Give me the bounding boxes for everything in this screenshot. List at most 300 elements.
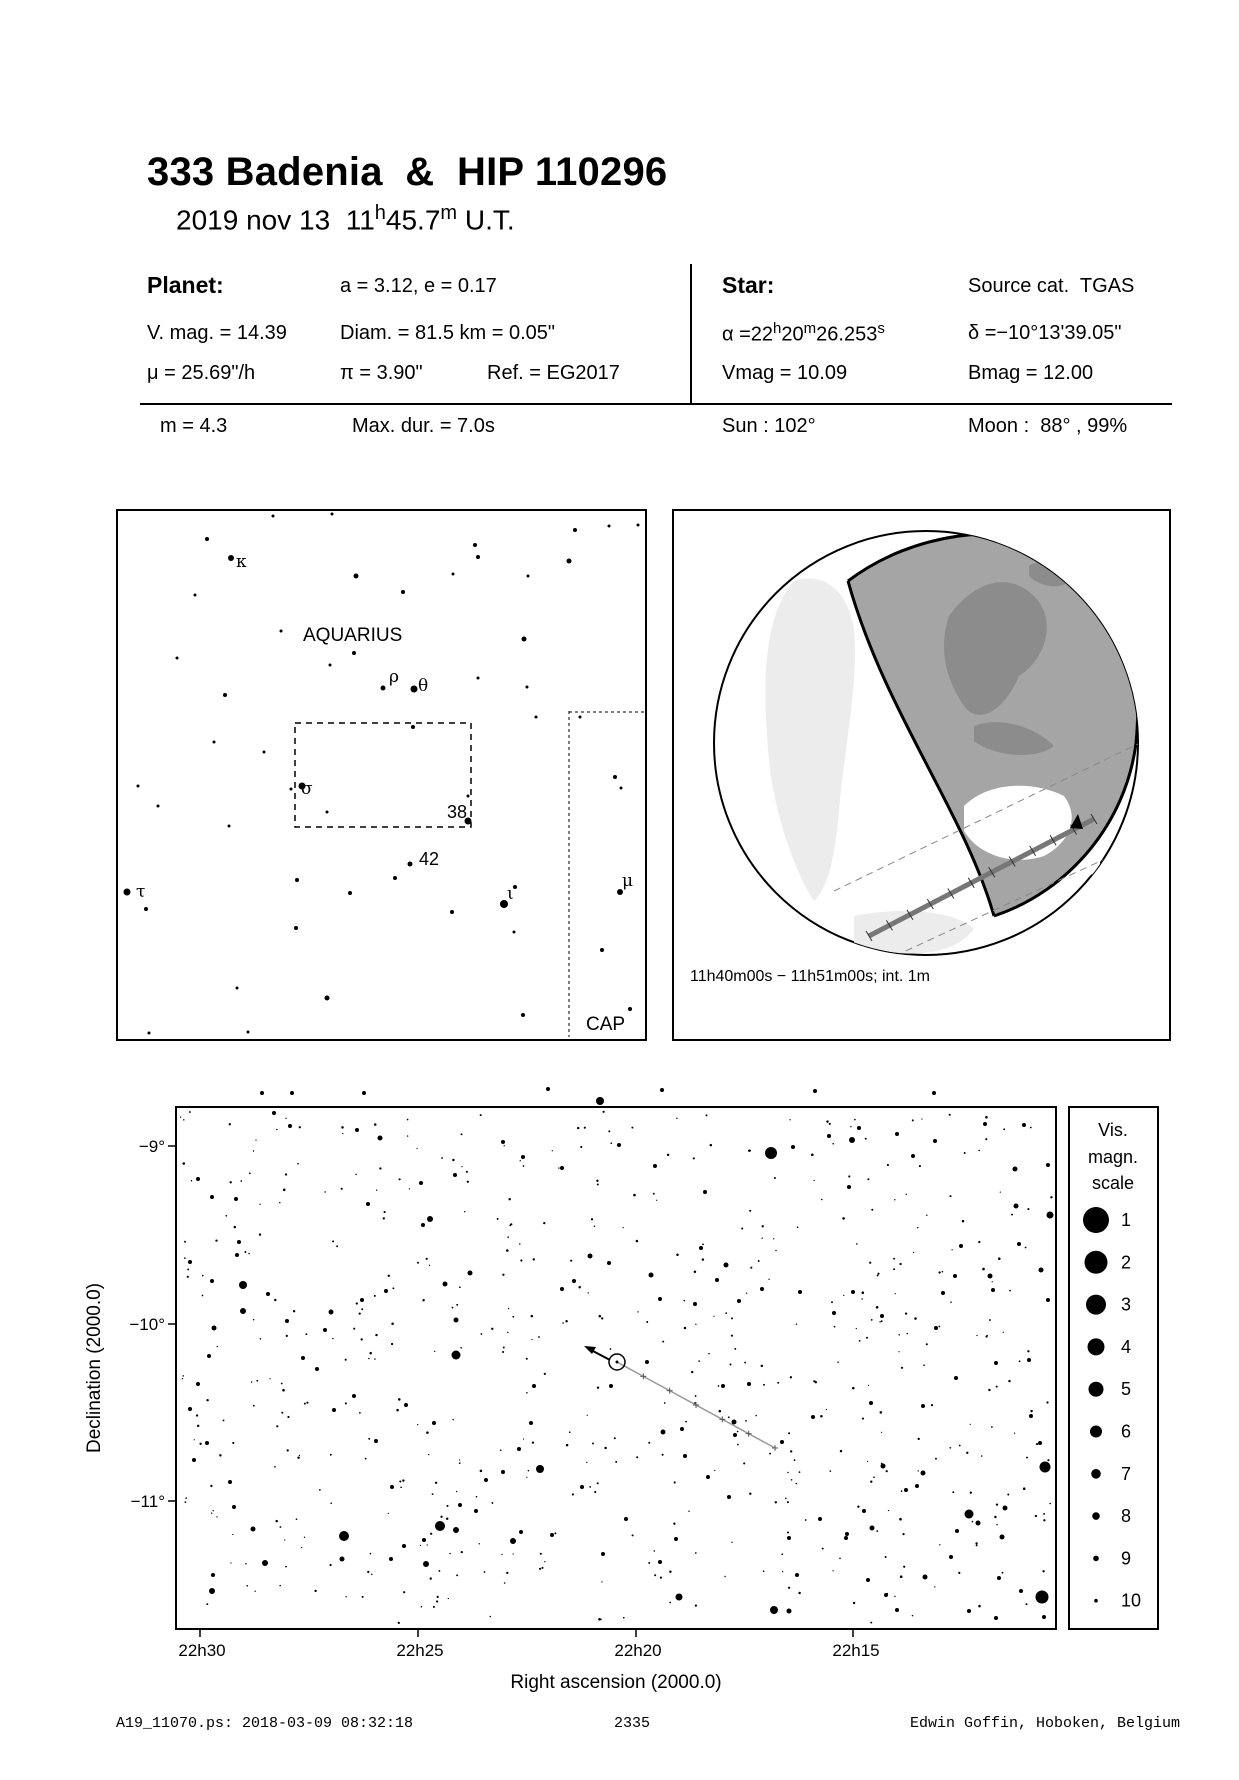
faint-star <box>305 1333 307 1335</box>
faint-star <box>544 1561 545 1562</box>
finder-region-box <box>295 723 471 827</box>
scale-label: 9 <box>1121 1548 1132 1569</box>
faint-star <box>480 1470 483 1473</box>
field-star <box>965 1510 974 1519</box>
faint-star <box>379 1167 381 1169</box>
faint-star <box>632 1534 634 1536</box>
scale-dot <box>1091 1469 1101 1479</box>
field-star <box>601 1552 605 1556</box>
field-star <box>845 1532 849 1536</box>
header-divider-vertical <box>690 264 692 404</box>
field-star <box>649 1273 654 1278</box>
faint-star <box>745 1420 747 1422</box>
faint-star <box>646 1321 648 1323</box>
star-dot <box>194 594 197 597</box>
faint-star <box>852 1387 855 1390</box>
faint-star <box>1003 1128 1005 1130</box>
faint-star <box>887 1593 888 1594</box>
faint-star <box>211 1512 212 1513</box>
planet-vmag: V. mag. = 14.39 <box>147 322 287 344</box>
faint-star <box>899 1518 902 1521</box>
field-star <box>315 1367 319 1371</box>
faint-star <box>206 1399 208 1401</box>
star-dot <box>137 785 140 788</box>
faint-star <box>1043 1513 1045 1515</box>
sun-elongation: Sun : 102° <box>722 415 816 437</box>
faint-star <box>950 1301 952 1303</box>
field-star <box>661 1430 666 1435</box>
faint-star <box>279 1585 281 1587</box>
faint-star <box>570 1260 572 1262</box>
faint-star <box>526 1392 528 1394</box>
faint-star <box>894 1596 895 1597</box>
faint-star <box>839 1557 841 1559</box>
faint-star <box>623 1617 625 1619</box>
faint-star <box>602 1111 604 1113</box>
faint-star <box>935 1458 937 1460</box>
field-star <box>683 1454 687 1458</box>
field-star <box>532 1384 536 1388</box>
faint-star <box>293 1310 295 1312</box>
field-star <box>895 1608 899 1612</box>
faint-star <box>931 1404 933 1406</box>
faint-star <box>898 1334 900 1336</box>
field-star <box>1000 1535 1005 1540</box>
field-star <box>235 1253 239 1257</box>
scale-label: 8 <box>1121 1506 1132 1527</box>
faint-star <box>902 1533 904 1535</box>
faint-star <box>345 1359 347 1361</box>
faint-star <box>276 1425 278 1427</box>
faint-star <box>912 1615 914 1617</box>
faint-star <box>992 1281 993 1282</box>
field-star <box>232 1505 236 1509</box>
faint-star <box>718 1385 720 1387</box>
faint-star <box>421 1606 423 1608</box>
faint-star <box>591 1218 593 1220</box>
faint-star <box>774 1177 776 1179</box>
faint-star <box>907 1333 908 1334</box>
faint-star <box>662 1454 664 1456</box>
field-star <box>959 1244 963 1248</box>
faint-star <box>184 1257 186 1259</box>
faint-star <box>432 1493 434 1495</box>
faint-star <box>811 1154 814 1157</box>
faint-star <box>610 1142 612 1144</box>
faint-star <box>702 1243 704 1245</box>
star-dot <box>290 788 293 791</box>
faint-star <box>790 1450 792 1452</box>
faint-star <box>676 1254 679 1257</box>
faint-star <box>428 1454 429 1455</box>
star-dot <box>411 725 415 729</box>
faint-star <box>787 1531 789 1533</box>
faint-star <box>1049 1503 1051 1505</box>
field-star <box>869 1401 873 1405</box>
faint-star <box>332 1240 334 1242</box>
faint-star <box>523 1165 525 1167</box>
star-dot <box>567 559 572 564</box>
scale-dot <box>1094 1599 1098 1603</box>
faint-star <box>592 1443 594 1445</box>
faint-star <box>676 1118 677 1119</box>
faint-star <box>587 1415 588 1416</box>
field-star <box>770 1606 778 1614</box>
faint-star <box>580 1146 582 1148</box>
field-star <box>765 1147 777 1159</box>
footer-author: Edwin Goffin, Hoboken, Belgium <box>910 1715 1181 1732</box>
x-tick-label: 22h20 <box>614 1641 662 1660</box>
faint-star <box>219 1454 221 1456</box>
scale-dot <box>1086 1295 1106 1315</box>
faint-star <box>871 1319 873 1321</box>
star-dot <box>331 513 334 516</box>
field-star <box>366 1202 370 1206</box>
star-source: Source cat. TGAS <box>968 275 1135 297</box>
faint-star <box>763 1384 765 1386</box>
faint-star <box>796 1483 797 1484</box>
faint-star <box>456 1574 458 1576</box>
field-star <box>881 1464 886 1469</box>
field-star <box>921 1471 926 1476</box>
field-star <box>588 1254 593 1259</box>
faint-star <box>202 1275 204 1277</box>
faint-star <box>724 1576 725 1577</box>
field-star <box>517 1447 521 1451</box>
faint-star <box>341 1188 343 1190</box>
faint-star <box>794 1459 796 1461</box>
faint-star <box>746 1293 747 1294</box>
faint-star <box>299 1455 300 1456</box>
faint-star <box>749 1492 751 1494</box>
faint-star <box>248 1253 250 1255</box>
faint-star <box>287 1416 289 1418</box>
faint-star <box>877 1273 879 1275</box>
faint-star <box>976 1335 977 1336</box>
faint-star <box>507 1332 508 1333</box>
chart-frame <box>176 1107 1056 1629</box>
faint-star <box>459 1459 460 1460</box>
field-star <box>404 1403 408 1407</box>
star-label-mu: μ <box>622 871 634 891</box>
field-star <box>994 1616 998 1620</box>
faint-star <box>814 1180 815 1181</box>
faint-star <box>544 1373 546 1375</box>
faint-star <box>901 1367 903 1369</box>
faint-star <box>673 1523 675 1525</box>
star-dot <box>620 787 623 790</box>
field-star <box>484 1478 488 1482</box>
faint-star <box>834 1326 836 1328</box>
faint-star <box>391 1343 393 1345</box>
faint-star <box>982 1268 985 1271</box>
faint-star <box>667 1154 669 1156</box>
faint-star <box>867 1178 869 1180</box>
faint-star <box>502 1351 504 1353</box>
faint-star <box>706 1114 708 1116</box>
faint-star <box>191 1180 192 1181</box>
scale-label: 3 <box>1121 1294 1132 1315</box>
faint-star <box>189 1111 191 1113</box>
faint-star <box>374 1295 376 1297</box>
faint-star <box>342 1133 343 1134</box>
field-star <box>501 1140 505 1144</box>
faint-star <box>769 1453 771 1455</box>
faint-star <box>275 1520 277 1522</box>
faint-star <box>905 1194 906 1195</box>
star-dot <box>326 811 329 814</box>
faint-star <box>370 1553 372 1555</box>
star-dot <box>401 590 405 594</box>
field-star <box>260 1091 264 1095</box>
faint-star <box>842 1217 845 1220</box>
constellation-map <box>118 511 645 1039</box>
faint-star <box>359 1412 361 1414</box>
faint-star <box>636 1456 638 1458</box>
faint-star <box>476 1496 478 1498</box>
faint-star <box>913 1252 914 1253</box>
field-star <box>454 1318 459 1323</box>
field-star <box>813 1089 817 1093</box>
faint-star <box>441 1157 443 1159</box>
x-tick-label: 22h30 <box>178 1641 226 1660</box>
faint-star <box>597 1184 599 1186</box>
faint-star <box>448 1598 449 1599</box>
faint-star <box>867 1461 868 1462</box>
scale-label: 1 <box>1121 1210 1132 1230</box>
field-star <box>941 1291 945 1295</box>
field-star <box>921 1404 925 1408</box>
faint-star <box>461 1551 463 1553</box>
faint-star <box>184 1241 186 1243</box>
faint-star <box>623 1227 624 1228</box>
field-star <box>1039 1268 1044 1273</box>
event-ut: U.T. <box>464 204 515 236</box>
faint-star <box>893 1258 895 1260</box>
field-star <box>355 1128 359 1132</box>
faint-star <box>503 1347 505 1349</box>
faint-star <box>926 1214 927 1215</box>
faint-star <box>244 1251 246 1253</box>
faint-star <box>437 1596 439 1598</box>
faint-star <box>850 1126 851 1127</box>
faint-star <box>253 1405 255 1407</box>
star-heading: Star: <box>722 272 775 298</box>
faint-star <box>523 1438 524 1439</box>
field-star <box>323 1328 327 1332</box>
faint-star <box>962 1220 965 1223</box>
star-dot <box>228 555 234 561</box>
faint-star <box>734 1348 736 1350</box>
faint-star <box>578 1286 580 1288</box>
star-dot <box>535 716 538 719</box>
faint-star <box>504 1145 505 1146</box>
faint-star <box>502 1274 504 1276</box>
field-star <box>423 1561 429 1567</box>
faint-star <box>831 1301 833 1303</box>
faint-star <box>934 1586 935 1587</box>
star-dot <box>157 805 160 808</box>
field-star <box>870 1526 875 1531</box>
field-star <box>645 1360 649 1364</box>
faint-star <box>777 1382 779 1384</box>
faint-star <box>283 1189 286 1192</box>
field-star <box>474 1509 478 1513</box>
star-dot <box>476 555 480 559</box>
page-title: 333 Badenia & HIP 110296 <box>147 150 668 194</box>
field-star <box>266 1292 270 1296</box>
faint-star <box>1002 1572 1004 1574</box>
faint-star <box>829 1470 831 1472</box>
field-star <box>240 1308 246 1314</box>
faint-star <box>991 1426 993 1428</box>
field-star <box>949 1555 953 1559</box>
faint-star <box>637 1311 638 1312</box>
faint-star <box>768 1279 769 1280</box>
field-star <box>1038 1441 1042 1445</box>
faint-star <box>304 1403 306 1405</box>
field-star <box>976 1521 981 1526</box>
faint-star <box>826 1409 827 1410</box>
faint-star <box>1025 1603 1027 1605</box>
faint-star <box>371 1574 372 1575</box>
faint-star <box>422 1299 424 1301</box>
star-dot <box>393 876 397 880</box>
faint-star <box>509 1225 511 1227</box>
field-star <box>1036 1591 1049 1604</box>
faint-star <box>314 1590 316 1592</box>
star-label-iota: ι <box>507 884 514 904</box>
faint-star <box>182 1378 183 1379</box>
faint-star <box>881 1432 882 1433</box>
scale-title-2: magn. <box>1087 1147 1139 1167</box>
faint-star <box>866 1337 868 1339</box>
star-dot <box>348 891 352 895</box>
star-label-38: 38 <box>447 802 468 822</box>
faint-star <box>452 1307 454 1309</box>
field-star <box>658 1297 662 1301</box>
faint-star <box>631 1127 633 1129</box>
field-star <box>674 1537 678 1541</box>
faint-star <box>187 1268 189 1270</box>
faint-star <box>345 1596 346 1597</box>
star-label-rho: ρ <box>389 667 399 687</box>
faint-star <box>330 1454 332 1456</box>
faint-star <box>597 1387 599 1389</box>
faint-star <box>789 1119 790 1120</box>
faint-star <box>985 1116 988 1119</box>
faint-star <box>958 1572 960 1574</box>
faint-star <box>698 1360 700 1362</box>
faint-star <box>788 1587 790 1589</box>
faint-star <box>497 1218 499 1220</box>
faint-star <box>506 1249 509 1252</box>
field-star <box>953 1274 957 1278</box>
faint-star <box>594 1491 596 1493</box>
faint-star <box>656 1200 657 1201</box>
faint-star <box>894 1199 895 1200</box>
star-dot <box>247 1031 250 1034</box>
faint-star <box>255 1591 256 1592</box>
planet-m: m = 4.3 <box>160 415 228 437</box>
scale-dot <box>1090 1426 1102 1438</box>
field-star <box>1046 1163 1050 1167</box>
field-star <box>374 1439 378 1443</box>
star-label-kappa: κ <box>236 552 247 572</box>
field-star <box>421 1223 425 1227</box>
faint-star <box>926 1343 928 1345</box>
faint-star <box>255 1139 256 1140</box>
faint-star <box>355 1174 357 1176</box>
faint-star <box>438 1570 440 1572</box>
star-dot <box>354 574 359 579</box>
faint-star <box>761 1365 763 1367</box>
faint-star <box>539 1568 541 1570</box>
faint-star <box>1019 1360 1021 1362</box>
faint-star <box>782 1571 783 1572</box>
faint-star <box>584 1127 586 1129</box>
field-star <box>340 1557 345 1562</box>
star-dot <box>325 996 330 1001</box>
faint-star <box>731 1335 733 1337</box>
faint-star <box>1008 1380 1010 1382</box>
star-dot <box>628 1007 632 1011</box>
field-star <box>196 1177 200 1181</box>
faint-star <box>877 1274 879 1276</box>
field-star <box>536 1465 544 1473</box>
faint-star <box>848 1175 850 1177</box>
field-star <box>791 1145 795 1149</box>
star-dot <box>223 693 227 697</box>
field-star <box>211 1573 215 1577</box>
x-axis-title: Right ascension (2000.0) <box>510 1672 722 1693</box>
faint-star <box>731 1542 732 1543</box>
faint-star <box>1043 1519 1045 1521</box>
faint-star <box>459 1462 461 1464</box>
field-star <box>617 1143 621 1147</box>
faint-star <box>775 1501 777 1503</box>
field-star <box>624 1517 628 1521</box>
faint-star <box>921 1118 922 1119</box>
planet-orbit: a = 3.12, e = 0.17 <box>340 275 497 297</box>
faint-star <box>332 1338 333 1339</box>
faint-star <box>856 1243 858 1245</box>
field-star <box>658 1560 662 1564</box>
faint-star <box>633 1194 636 1197</box>
faint-star <box>728 1416 730 1418</box>
faint-star <box>832 1143 834 1145</box>
faint-star <box>223 1419 225 1421</box>
faint-star <box>467 1181 469 1183</box>
field-star <box>272 1111 276 1115</box>
field-star <box>453 1527 459 1533</box>
faint-star <box>1009 1290 1011 1292</box>
star-dot <box>467 795 470 798</box>
scale-label: 5 <box>1121 1379 1132 1400</box>
faint-star <box>396 1409 399 1412</box>
field-star <box>205 1441 209 1445</box>
faint-star <box>684 1327 687 1330</box>
field-star <box>234 1197 238 1201</box>
faint-star <box>762 1238 763 1239</box>
faint-star <box>691 1371 693 1373</box>
faint-star <box>918 1470 919 1471</box>
faint-star <box>185 1497 187 1499</box>
faint-star <box>923 1364 925 1366</box>
faint-star <box>588 1292 589 1293</box>
faint-star <box>964 1152 966 1154</box>
faint-star <box>829 1123 831 1125</box>
